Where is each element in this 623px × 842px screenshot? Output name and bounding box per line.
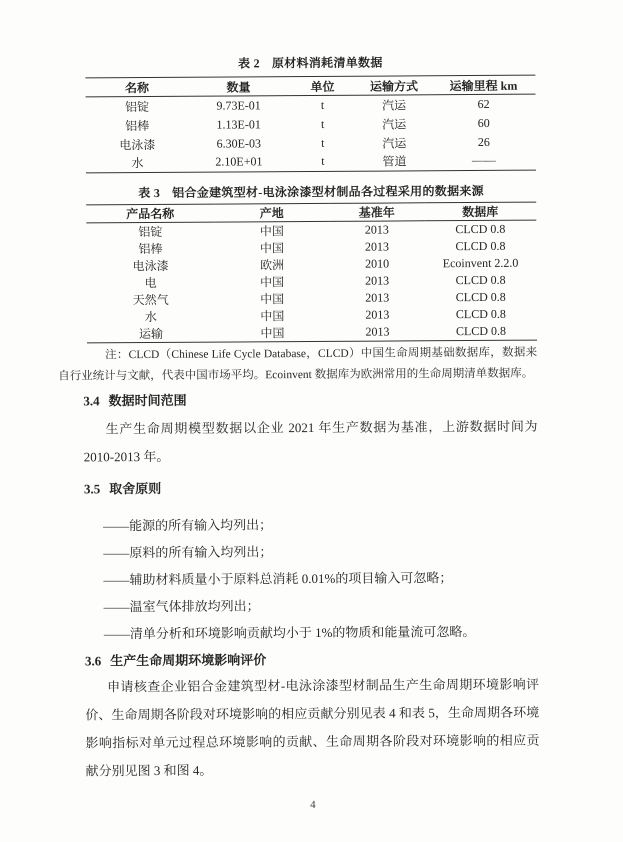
column-header: 运输里程 km [431,75,535,95]
list-item: ——能源的所有输入均列出； [103,517,273,534]
table-cell: t [321,154,325,169]
section-3-6-title: 生产生命周期环境影响评价 [110,652,267,669]
table-cell: 中国 [259,224,284,239]
table-cell: CLCD 0.8 [455,272,506,288]
table-cell: 1.13E-01 [216,116,261,132]
table-cell: CLCD 0.8 [455,238,506,254]
table-cell: t [320,97,325,112]
table-cell: 2013 [364,222,389,237]
page-number: 4 [310,798,316,812]
column-header: 数量 [188,77,288,97]
table-cell: 2013 [365,290,390,305]
table3-header-row [86,202,536,223]
table-cell: CLCD 0.8 [455,323,507,339]
section-3-6-heading [85,651,539,669]
column-header: 基准年 [329,203,424,222]
table3-caption-number: 表 3 [138,185,161,201]
table-cell: 2013 [364,239,389,254]
column-header: 名称 [85,77,188,97]
table-cell: 62 [477,96,490,111]
table3-data-sources [86,202,537,344]
table-cell: CLCD 0.8 [455,289,506,305]
table3-note: 注：CLCD（Chinese Life Cycle Database，CLCD）中国生命周期基础数据库，数据来自行业统计与文献，代表中国市场平均。Ecoinvent 数据库为欧洲常用的生命周期清单数据库。 [58,346,538,383]
section-3-4-paragraph: 生产生命周期模型数据以企业 2021 年生产数据为基准，上游数据时间为 2010-2013 年。 [83,418,538,465]
table-cell: 管道 [382,154,407,169]
table-cell: 铝棒 [138,241,163,257]
table-cell: 汽运 [382,98,407,113]
section-3-4-number: 3.4 [83,393,100,409]
section-3-6-paragraph: 申请核查企业铝合金建筑型材-电泳涂漆型材制品生产生命周期环境影响评价、生命周期各阶段对环境影响的相应贡献分别见表 4 和表 5，生命周期各环境影响指标对单元过程总环境影响的贡献、生命周期各阶段对环境影响的相应贡献分别见图 3 和图 4。 [85,676,540,779]
table-row [86,151,536,173]
column-header: 产地 [214,203,329,222]
table-cell: t [321,135,325,150]
table-cell: 欧洲 [260,258,285,273]
table-cell: 2.10E+01 [215,154,263,169]
list-item: ——原料的所有输入均列出； [103,544,273,561]
list-item: ——清单分析和环境影响贡献均小于 1%的物质和能量流可忽略。 [103,624,476,642]
table-cell: 汽运 [382,135,407,151]
list-item: ——辅助材料质量小于原料总消耗 0.01%的项目输入可忽略； [103,570,453,588]
table2-caption-title: 原材料消耗清单数据 [271,55,383,71]
table-cell: 电 [144,275,157,291]
table-cell: 天然气 [132,292,169,308]
table-cell: 2010 [365,256,390,271]
table-cell: 2013 [365,324,390,339]
table2-caption-number: 表 2 [237,56,260,71]
table-cell: 26 [477,134,490,149]
column-header: 数据库 [424,202,536,221]
table2-caption [85,55,535,72]
table3-caption-title: 铝合金建筑型材-电泳涂漆型材制品各过程采用的数据来源 [172,183,485,200]
table-cell: 2013 [365,273,390,288]
table2-raw-material-inventory [85,75,536,174]
section-3-4-heading [83,391,537,409]
table-cell: 中国 [260,292,285,307]
table-cell: 6.30E-03 [216,135,262,151]
section-3-5-title: 取舍原则 [109,480,162,497]
table-cell: 9.73E-01 [216,98,261,113]
table-cell: 电泳漆 [132,258,169,274]
table-cell: t [320,116,325,131]
table-row [87,323,537,343]
table-cell: Ecoinvent 2.2.0 [442,255,519,271]
table-cell: 电泳漆 [119,137,156,152]
section-3-6-number: 3.6 [84,653,102,669]
table-cell: 水 [131,156,144,171]
column-header: 产品名称 [86,204,214,223]
table-cell: 汽运 [382,116,407,132]
table-cell: 2013 [365,307,390,322]
table-cell: 中国 [259,241,285,256]
table-cell: 中国 [260,275,285,290]
list-item: ——温室气体排放均列出； [103,598,260,615]
table-cell: 中国 [260,326,285,341]
document-body [58,55,540,786]
table-cell: 铝锭 [125,99,150,114]
table-cell: CLCD 0.8 [455,221,506,237]
table-cell: —— [471,153,496,168]
table-cell: 中国 [260,309,285,324]
section-3-4-title: 数据时间范围 [108,392,187,409]
table-cell: 铝锭 [138,224,163,240]
section-3-5-list [84,516,539,642]
column-header: 单位 [288,76,356,95]
table-cell: CLCD 0.8 [455,306,506,322]
table-cell: 铝棒 [125,118,150,133]
table-cell: 运输 [138,326,164,342]
table-cell: 水 [144,309,157,325]
section-3-5-heading [84,479,538,497]
column-header: 运输方式 [356,76,431,95]
table3-caption [86,184,536,201]
section-3-5-number: 3.5 [83,481,101,497]
table-cell: 60 [477,115,490,130]
